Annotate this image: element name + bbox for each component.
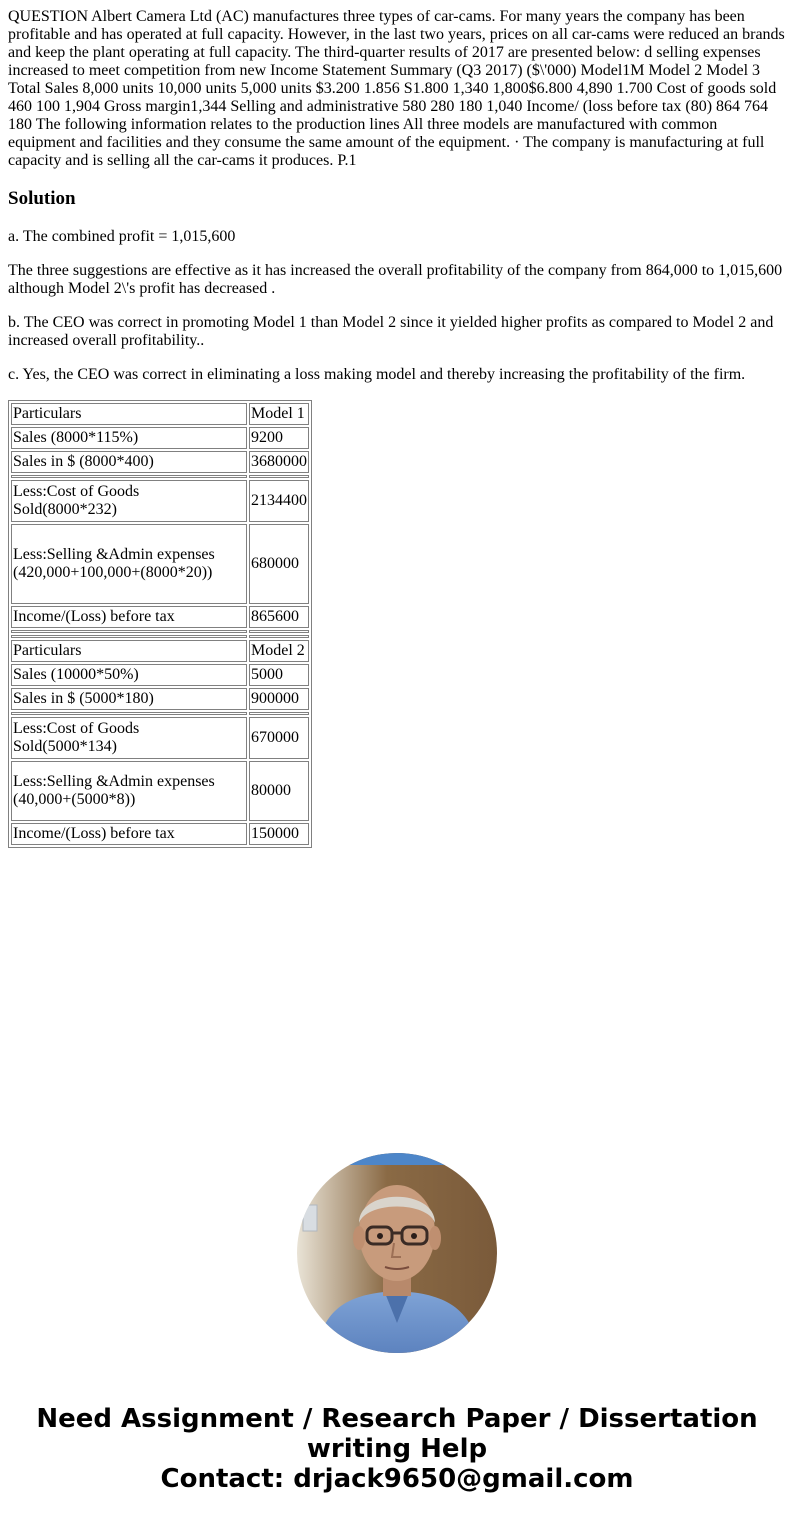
table-cell: Less:Selling &Admin expenses (40,000+(5000*8)) (11, 761, 247, 821)
calculation-table (8, 400, 312, 848)
answer-explanation: The three suggestions are effective as it has increased the overall profitability of the company from 864,000 to 1,015,600 although Model 2\'s profit has decreased . (8, 262, 783, 297)
table-cell: 80000 (249, 761, 309, 821)
table-row (11, 823, 309, 845)
table-spacer-row (11, 475, 309, 478)
table-cell: Sales in $ (5000*180) (11, 688, 247, 710)
table-row (11, 427, 309, 449)
table-row (11, 480, 309, 522)
answer-b: b. The CEO was correct in promoting Model 1 than Model 2 since it yielded higher profits as compared to Model 2 and increased overall profitability.. (8, 314, 774, 349)
table-cell: Particulars (11, 403, 247, 425)
table-cell: Sales (10000*50%) (11, 664, 247, 686)
table-cell: Model 1 (249, 403, 309, 425)
table-cell: 2134400 (249, 480, 309, 522)
document-body (8, 8, 788, 848)
table-spacer-row (11, 712, 309, 715)
table-cell: 900000 (249, 688, 309, 710)
table-cell: 670000 (249, 717, 309, 759)
portrait-photo (297, 1153, 497, 1353)
table-row (11, 606, 309, 628)
table-cell: 865600 (249, 606, 309, 628)
table-row (11, 761, 309, 821)
table-cell: Income/(Loss) before tax (11, 606, 247, 628)
table-cell: Less:Selling &Admin expenses (420,000+100,000+(8000*20)) (11, 524, 247, 604)
table-cell: 150000 (249, 823, 309, 845)
table-cell: 9200 (249, 427, 309, 449)
promo-line: writing Help (306, 1434, 488, 1464)
table-cell: Less:Cost of Goods Sold(5000*134) (11, 717, 247, 759)
table-cell: Less:Cost of Goods Sold(8000*232) (11, 480, 247, 522)
solution-heading: Solution (8, 188, 76, 209)
contact-email: Contact: drjack9650@gmail.com (160, 1464, 634, 1494)
table-spacer-row (11, 630, 309, 633)
answer-c: c. Yes, the CEO was correct in eliminating a loss making model and thereby increasing the profitability of the firm. (8, 366, 746, 383)
table-header-row (11, 640, 309, 662)
table-header-row (11, 403, 309, 425)
question-text: QUESTION Albert Camera Ltd (AC) manufactures three types of car-cams. For many years the company has been profitable and has operated at full capacity. However, in the last two years, prices on all car-cams were reduced an brands and keep the plant operating at full capacity. The third-quarter results of 2017 are presented below: d selling expenses increased to meet competition from new Income Statement Summary (Q3 2017) ($\'000) Model1M Model 2 Model 3 Total Sales 8,000 units 10,000 units 5,000 units $3.200 1.856 S1.800 1,340 1,800$6.800 4,890 1.700 Cost of goods sold 460 100 1,904 Gross margin1,344 Selling and administrative 580 280 180 1,040 Income/ (loss before tax (80) 864 764 180 The following information relates to the production lines All three models are manufactured with common equipment and facilities and they consume the same amount of the equipment. · The company is manufacturing at full capacity and is selling all the car-cams it produces. P.1 (8, 8, 785, 169)
table-cell: 680000 (249, 524, 309, 604)
table-cell: Sales in $ (8000*400) (11, 451, 247, 473)
table-cell: Income/(Loss) before tax (11, 823, 247, 845)
avatar (297, 1153, 497, 1353)
answer-a: a. The combined profit = 1,015,600 (8, 228, 236, 245)
table-cell: 3680000 (249, 451, 309, 473)
table-row (11, 664, 309, 686)
promo-banner (0, 1404, 794, 1494)
table-row (11, 717, 309, 759)
table-cell: 5000 (249, 664, 309, 686)
table-row (11, 524, 309, 604)
table-row (11, 451, 309, 473)
table-row (11, 688, 309, 710)
table-cell: Sales (8000*115%) (11, 427, 247, 449)
table-cell: Particulars (11, 640, 247, 662)
table-spacer-row (11, 635, 309, 638)
table-cell: Model 2 (249, 640, 309, 662)
promo-line: Need Assignment / Research Paper / Dissertation (36, 1404, 758, 1434)
